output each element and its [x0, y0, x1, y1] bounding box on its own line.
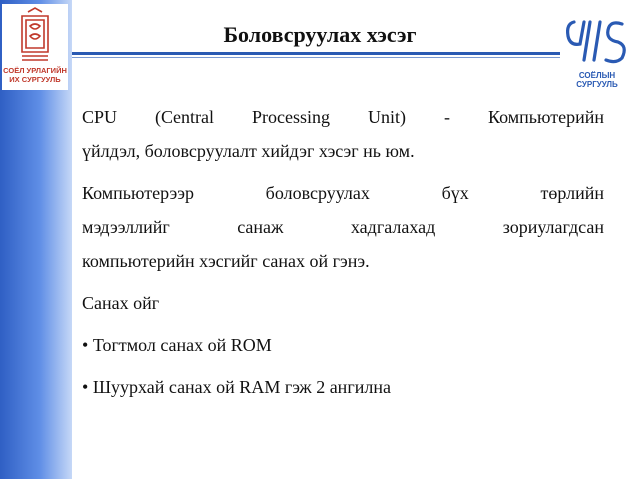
word: Unit) — [368, 107, 406, 127]
paragraph-line — [82, 210, 604, 244]
bullet-item-ram — [82, 370, 604, 404]
paragraph-memory-definition — [82, 176, 604, 278]
word: бүх — [441, 183, 469, 203]
university-logo — [2, 4, 68, 90]
word: санаж — [237, 217, 284, 237]
bullet-text: Тогтмол санах ой ROM — [92, 335, 272, 355]
bullet-text: Шуурхай санах ой RAM гэж 2 ангилна — [92, 377, 391, 397]
word: CPU — [82, 107, 118, 127]
word: - — [444, 107, 450, 127]
paragraph-line — [82, 176, 604, 210]
school-logo-caption: СОЁЛЫН СУРГУУЛЬ — [576, 71, 618, 89]
title-underline — [72, 52, 560, 55]
school-logo — [560, 14, 634, 89]
word: Processing — [252, 107, 330, 127]
slide-title: Боловсруулах хэсэг — [223, 22, 417, 47]
paragraph-cpu — [82, 100, 604, 168]
university-logo-caption: СОЁЛ УРЛАГИЙН ИХ СУРГУУЛЬ — [3, 66, 67, 84]
word: төрлийн — [540, 183, 604, 203]
bullet-item-rom — [82, 328, 604, 362]
university-emblem-icon — [16, 6, 54, 64]
paragraph-line — [82, 100, 604, 134]
paragraph-line: компьютерийн хэсгийг санах ой гэнэ. — [82, 251, 370, 271]
bullet-icon: • — [82, 377, 93, 397]
slide-body — [82, 100, 604, 412]
paragraph-memory-types-intro: Санах ойг — [82, 293, 160, 313]
word: мэдээллийг — [82, 217, 170, 237]
word: зориулагдсан — [502, 217, 604, 237]
word: (Central — [155, 107, 214, 127]
title-underline-thin — [72, 57, 560, 58]
word: хадгалахад — [350, 217, 436, 237]
word: Компьютерээр — [82, 183, 194, 203]
school-emblem-icon — [560, 14, 634, 70]
word: боловсруулах — [265, 183, 370, 203]
paragraph-line: үйлдэл, боловсруулалт хийдэг хэсэг нь юм. — [82, 141, 415, 161]
bullet-icon: • — [82, 335, 93, 355]
word: Компьютерийн — [488, 107, 604, 127]
